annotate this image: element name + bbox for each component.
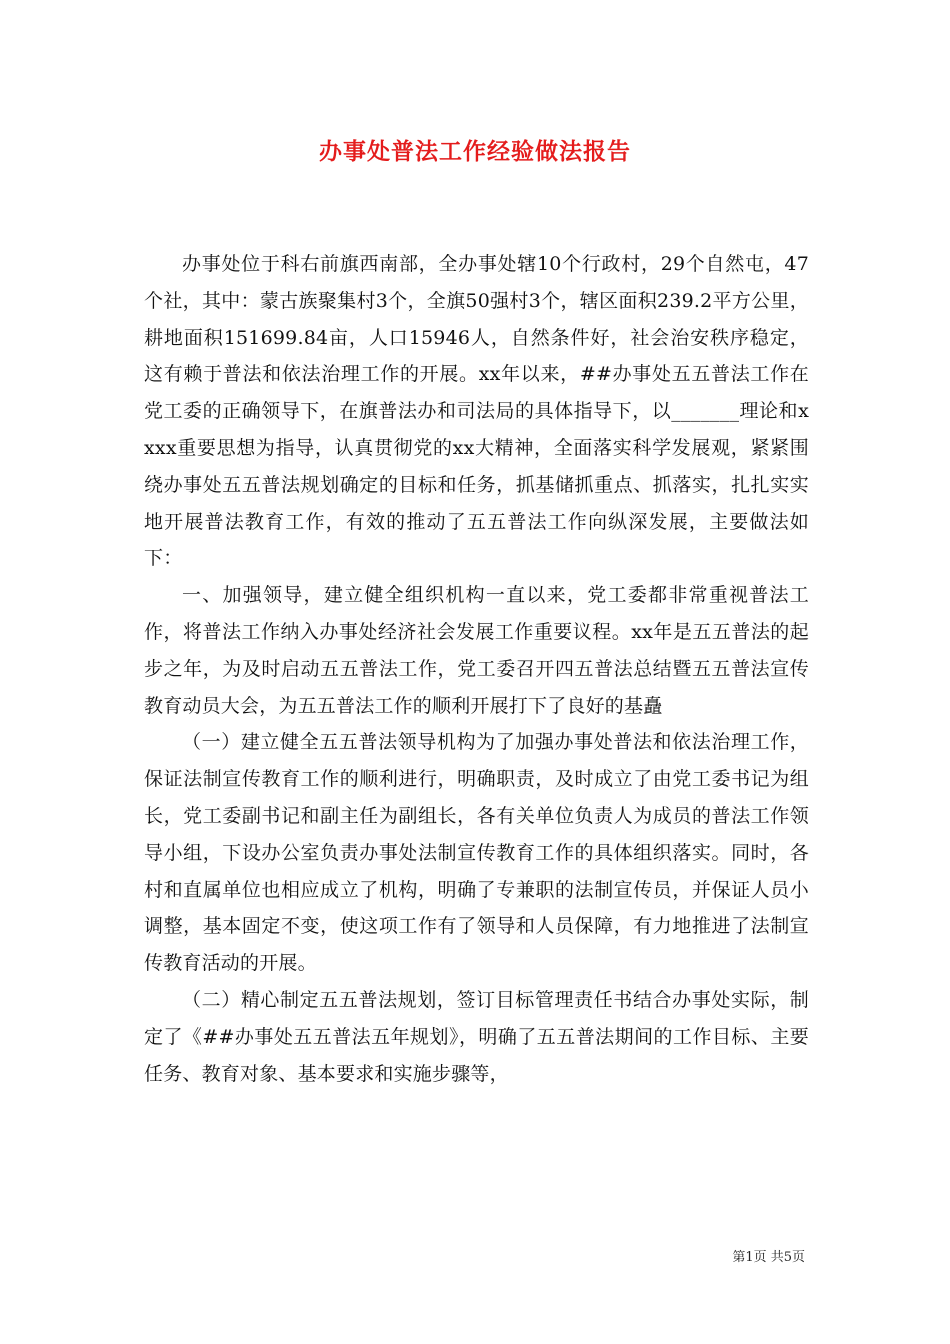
paragraph: 一、加强领导，建立健全组织机构一直以来，党工委都非常重视普法工作，将普法工作纳入办事处经济社会发展工作重要议程。xx年是五五普法的起步之年，为及时启动五五普法工作，党工委召开四五普法总结暨五五普法宣传教育动员大会，为五五普法工作的顺利开展打下了良好的基矗	[144, 584, 809, 717]
page-title: 办事处普法工作经验做法报告	[319, 138, 631, 165]
document-body	[144, 246, 809, 1092]
page-number: 第1页 共5页	[732, 1250, 805, 1265]
paragraph: 办事处位于科右前旗西南部，全办事处辖10个行政村，29个自然屯，47个社，其中：蒙古族聚集村3个，全旗50强村3个，辖区面积239.2平方公里，耕地面积151699.84亩，人口15946人，自然条件好，社会治安秩序稳定，这有赖于普法和依法治理工作的开展。xx年以来，##办事处五五普法工作在党工委的正确领导下，在旗普法办和司法局的具体指导下，以_______理论和xxxx重要思想为指导，认真贯彻党的xx大精神，全面落实科学发展观，紧紧围绕办事处五五普法规划确定的目标和任务，抓基储抓重点、抓落实，扎扎实实地开展普法教育工作，有效的推动了五五普法工作向纵深发展，主要做法如下：	[144, 253, 809, 570]
paragraph: （二）精心制定五五普法规划，签订目标管理责任书结合办事处实际，制定了《##办事处五五普法五年规划》，明确了五五普法期间的工作目标、主要任务、教育对象、基本要求和实施步骤等，	[144, 988, 809, 1085]
paragraph: （一）建立健全五五普法领导机构为了加强办事处普法和依法治理工作，保证法制宣传教育工作的顺利进行，明确职责，及时成立了由党工委书记为组长，党工委副书记和副主任为副组长，各有关单位负责人为成员的普法工作领导小组，下设办公室负责办事处法制宣传教育工作的具体组织落实。同时，各村和直属单位也相应成立了机构，明确了专兼职的法制宣传员，并保证人员小调整，基本固定不变，使这项工作有了领导和人员保障，有力地推进了法制宣传教育活动的开展。	[144, 731, 809, 975]
